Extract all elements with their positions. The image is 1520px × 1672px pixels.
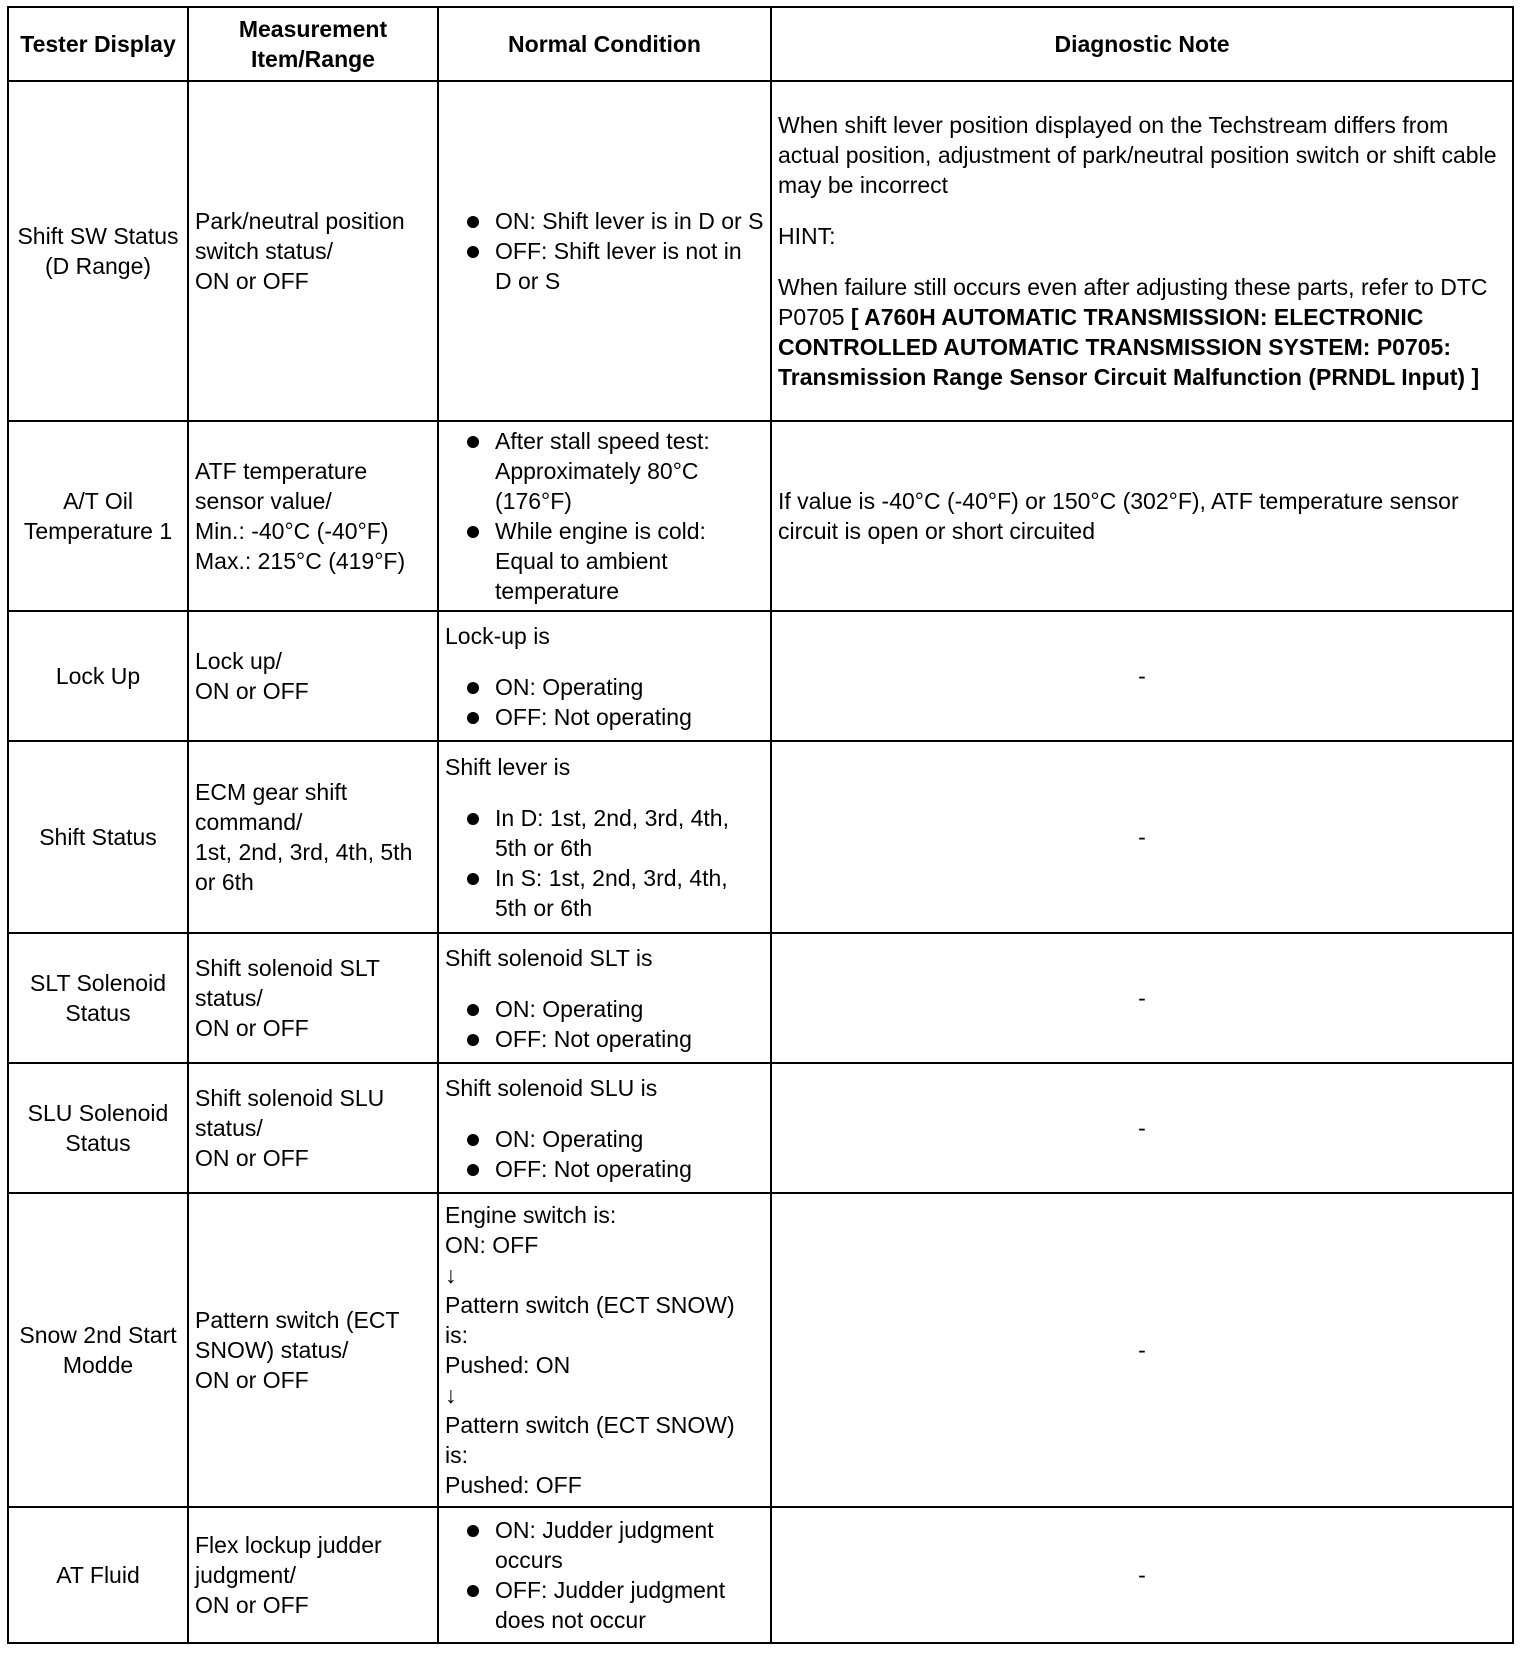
normal-condition-cell <box>438 1063 771 1193</box>
measurement-line: Flex lockup judder judgment/ <box>195 1532 382 1588</box>
bullet-icon <box>467 1585 479 1597</box>
measurement-line: Shift solenoid SLT status/ <box>195 955 380 1011</box>
list-item: ON: Shift lever is in D or S <box>445 206 764 236</box>
measurement-cell <box>188 741 438 933</box>
condition-line: Engine switch is: <box>445 1202 617 1228</box>
table-row <box>8 741 1513 933</box>
bullet-icon <box>467 436 479 448</box>
tester-display-cell: AT Fluid <box>8 1507 188 1643</box>
diagnostic-note-cell: - <box>771 933 1513 1063</box>
bullet-icon <box>467 873 479 885</box>
table-row <box>8 1063 1513 1193</box>
bullet-icon <box>467 246 479 258</box>
diagnostic-note-cell: If value is -40°C (-40°F) or 150°C (302°F), ATF temperature sensor circuit is open or short circuited <box>771 421 1513 611</box>
bullet-icon <box>467 1164 479 1176</box>
condition-list <box>445 426 764 606</box>
condition-line: Pattern switch (ECT SNOW) is: <box>445 1292 735 1348</box>
measurement-line: ON or OFF <box>195 678 309 704</box>
measurement-line: ON or OFF <box>195 268 309 294</box>
diagnostic-note-cell: - <box>771 1063 1513 1193</box>
data-list-table <box>7 6 1514 1644</box>
header-measurement: Measurement Item/Range <box>188 7 438 81</box>
list-item: ON: Judder judgment occurs <box>445 1515 764 1575</box>
tester-display-cell: SLT Solenoid Status <box>8 933 188 1063</box>
header-row <box>8 7 1513 81</box>
table-row <box>8 1507 1513 1643</box>
tester-display-cell: Snow 2nd Start Modde <box>8 1193 188 1507</box>
list-item: ON: Operating <box>445 672 764 702</box>
measurement-line: Shift solenoid SLU status/ <box>195 1085 385 1141</box>
diagnostic-note-cell: - <box>771 1507 1513 1643</box>
measurement-line: ON or OFF <box>195 1592 309 1618</box>
bullet-icon <box>467 1525 479 1537</box>
header-normal-condition: Normal Condition <box>438 7 771 81</box>
list-item: While engine is cold: Equal to ambient temperature <box>445 516 764 606</box>
bullet-icon <box>467 1004 479 1016</box>
measurement-line: Pattern switch (ECT SNOW) status/ <box>195 1307 400 1363</box>
measurement-line: Max.: 215°C (419°F) <box>195 548 406 574</box>
measurement-cell <box>188 933 438 1063</box>
down-arrow-icon: ↓ <box>445 1262 457 1288</box>
condition-list <box>445 1124 764 1184</box>
normal-condition-cell <box>438 421 771 611</box>
diagnostic-note-cell <box>771 81 1513 421</box>
table-row <box>8 421 1513 611</box>
condition-intro: Shift solenoid SLU is <box>445 1074 658 1101</box>
tester-display-cell: A/T Oil Temperature 1 <box>8 421 188 611</box>
measurement-line: ECM gear shift command/ <box>195 779 348 835</box>
condition-list <box>445 672 764 732</box>
tester-display-cell: Shift SW Status (D Range) <box>8 81 188 421</box>
measurement-line: ON or OFF <box>195 1367 309 1393</box>
header-diagnostic-note: Diagnostic Note <box>771 7 1513 81</box>
tester-display-cell: Lock Up <box>8 611 188 741</box>
note-hint-label: HINT: <box>778 223 836 249</box>
condition-line: ON: OFF <box>445 1232 539 1258</box>
measurement-line: Min.: -40°C (-40°F) <box>195 518 389 544</box>
condition-intro: Lock-up is <box>445 622 550 649</box>
condition-list <box>445 206 764 296</box>
list-item: In D: 1st, 2nd, 3rd, 4th, 5th or 6th <box>445 803 764 863</box>
diagnostic-note-cell: - <box>771 611 1513 741</box>
condition-line: Pushed: OFF <box>445 1472 582 1498</box>
normal-condition-cell <box>438 933 771 1063</box>
measurement-cell <box>188 421 438 611</box>
diagnostic-note-cell: - <box>771 741 1513 933</box>
note-paragraph: When shift lever position displayed on the Techstream differs from actual position, adjustment of park/neutral position switch or shift cable may be incorrect <box>778 112 1497 198</box>
table-row <box>8 81 1513 421</box>
normal-condition-cell <box>438 1193 771 1507</box>
list-item: OFF: Not operating <box>445 702 764 732</box>
list-item: ON: Operating <box>445 994 764 1024</box>
bullet-icon <box>467 813 479 825</box>
condition-line: Pattern switch (ECT SNOW) is: <box>445 1412 735 1468</box>
list-item: After stall speed test: Approximately 80°C (176°F) <box>445 426 764 516</box>
condition-intro: Shift solenoid SLT is <box>445 944 653 971</box>
list-item: OFF: Not operating <box>445 1154 764 1184</box>
condition-list <box>445 994 764 1054</box>
measurement-cell <box>188 1507 438 1643</box>
bullet-icon <box>467 216 479 228</box>
list-item: In S: 1st, 2nd, 3rd, 4th, 5th or 6th <box>445 863 764 923</box>
bullet-icon <box>467 682 479 694</box>
measurement-line: Lock up/ <box>195 648 282 674</box>
measurement-cell <box>188 1193 438 1507</box>
measurement-line: ON or OFF <box>195 1015 309 1041</box>
measurement-cell <box>188 611 438 741</box>
measurement-line: ATF temperature sensor value/ <box>195 458 368 514</box>
normal-condition-cell <box>438 611 771 741</box>
bullet-icon <box>467 526 479 538</box>
note-paragraph: When failure still occurs even after adjusting these parts, refer to DTC P0705 [ A760H AUTOMATIC TRANSMISSION: ELECTRONIC CONTROLLED AUTOMATIC TRANSMISSION SYSTEM: P0705: Transmission Range Sensor Circuit Malfunction (PRNDL Input) ] <box>778 274 1488 390</box>
list-item: OFF: Shift lever is not in D or S <box>445 236 764 296</box>
table-row <box>8 611 1513 741</box>
condition-list <box>445 803 764 923</box>
normal-condition-cell <box>438 81 771 421</box>
header-tester-display: Tester Display <box>8 7 188 81</box>
table-row <box>8 933 1513 1063</box>
measurement-cell <box>188 1063 438 1193</box>
measurement-line: Park/neutral position switch status/ <box>195 208 405 264</box>
diagnostic-note-cell: - <box>771 1193 1513 1507</box>
measurement-cell <box>188 81 438 421</box>
tester-display-cell: SLU Solenoid Status <box>8 1063 188 1193</box>
condition-intro: Shift lever is <box>445 753 571 780</box>
bullet-icon <box>467 712 479 724</box>
table-row <box>8 1193 1513 1507</box>
measurement-line: 1st, 2nd, 3rd, 4th, 5th or 6th <box>195 839 413 895</box>
bullet-icon <box>467 1134 479 1146</box>
dtc-reference-link[interactable]: [ A760H AUTOMATIC TRANSMISSION: ELECTRONIC CONTROLLED AUTOMATIC TRANSMISSION SYSTEM: P0705: Transmission Range Sensor Circuit Malfunction (PRNDL Input) ] <box>778 304 1480 390</box>
condition-line: Pushed: ON <box>445 1352 571 1378</box>
measurement-line: ON or OFF <box>195 1145 309 1171</box>
tester-display-cell: Shift Status <box>8 741 188 933</box>
normal-condition-cell <box>438 1507 771 1643</box>
condition-list <box>445 1515 764 1635</box>
down-arrow-icon: ↓ <box>445 1382 457 1408</box>
list-item: OFF: Judder judgment does not occur <box>445 1575 764 1635</box>
list-item: OFF: Not operating <box>445 1024 764 1054</box>
bullet-icon <box>467 1034 479 1046</box>
list-item: ON: Operating <box>445 1124 764 1154</box>
normal-condition-cell <box>438 741 771 933</box>
